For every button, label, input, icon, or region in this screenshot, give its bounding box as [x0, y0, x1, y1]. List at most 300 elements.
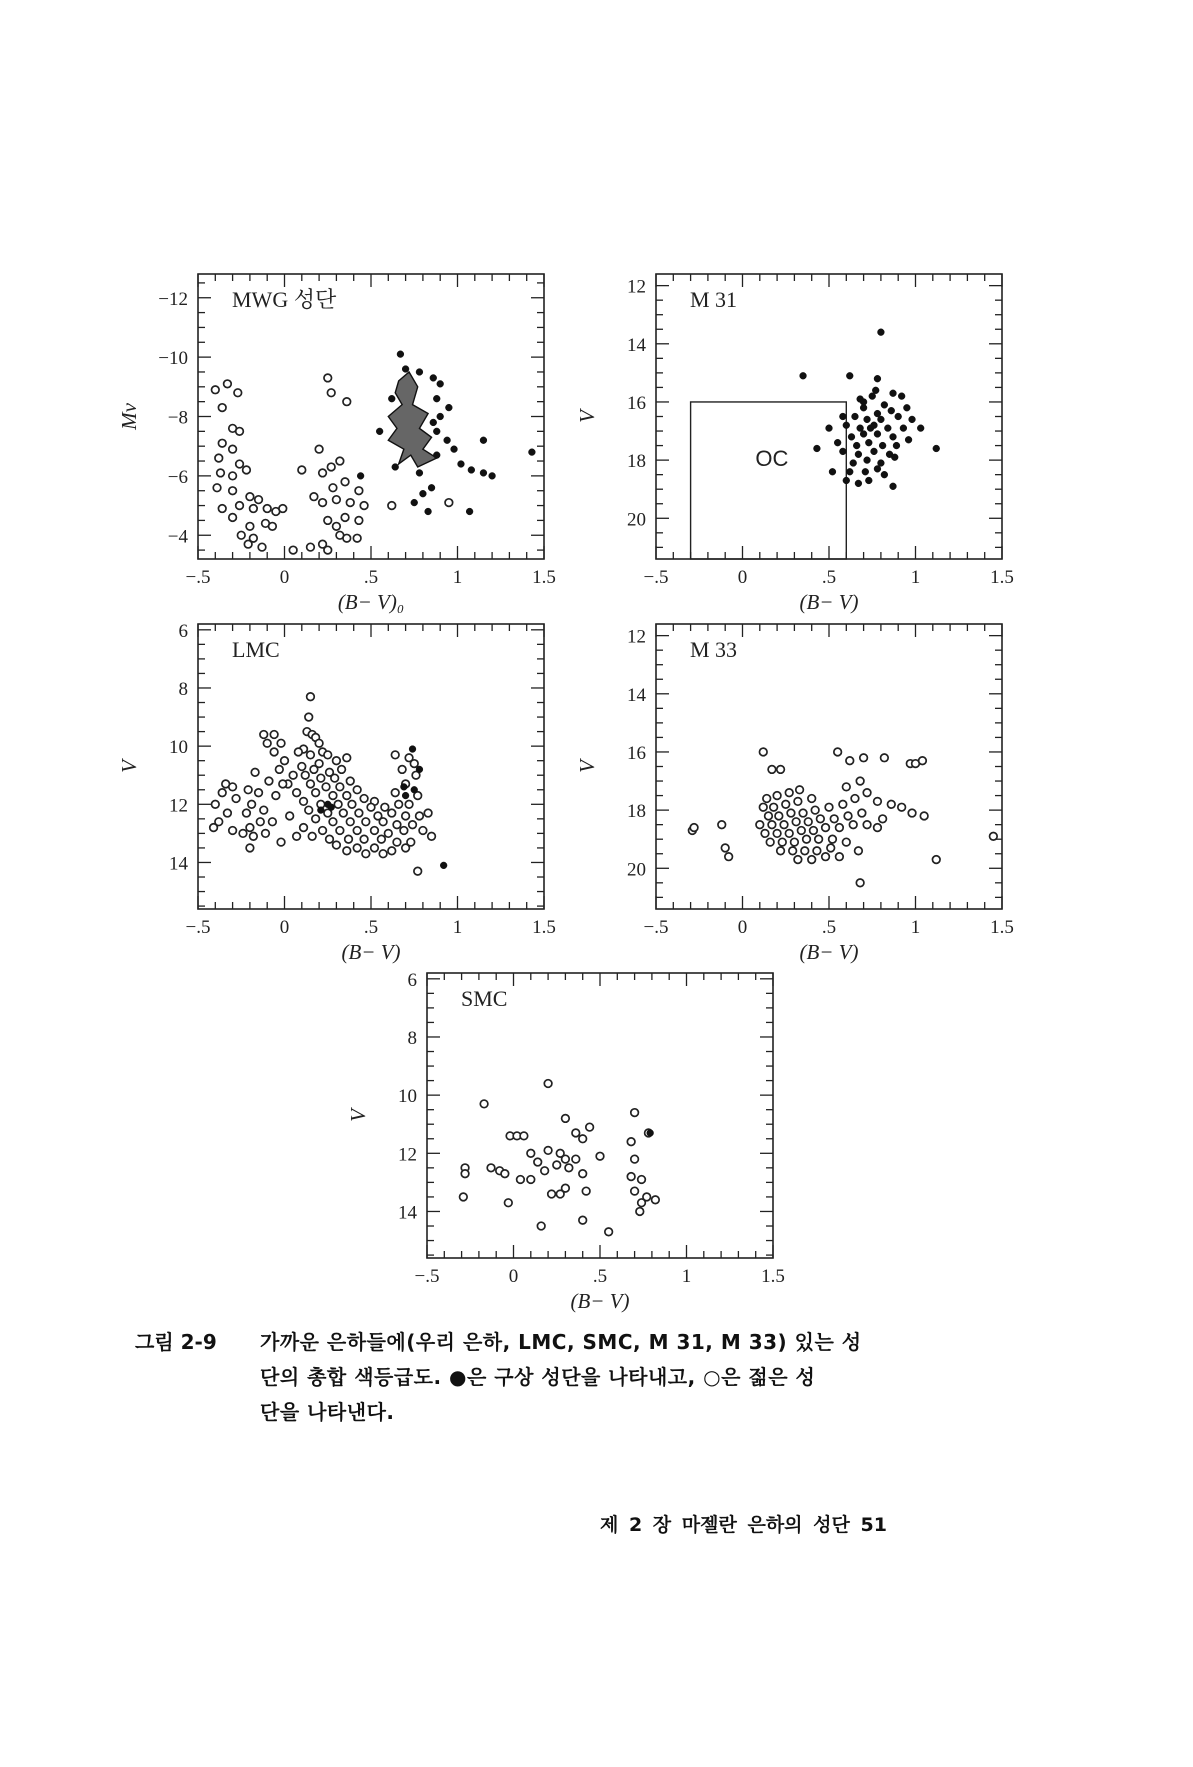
open-cluster-point — [759, 803, 767, 811]
open-cluster-point — [879, 815, 887, 823]
open-cluster-point — [544, 1080, 552, 1088]
open-cluster-point — [218, 404, 226, 412]
open-cluster-point — [843, 783, 851, 791]
open-cluster-point — [329, 792, 337, 800]
dense-cluster-region — [388, 372, 436, 467]
globular-cluster-point — [909, 416, 916, 423]
globular-cluster-point — [813, 445, 820, 452]
globular-cluster-point — [884, 425, 891, 432]
open-cluster-point — [341, 478, 349, 486]
open-cluster-point — [355, 809, 363, 817]
footer-chapter: 제 2 장 — [600, 1514, 672, 1536]
open-cluster-point — [851, 795, 859, 803]
y-tick-label: 16 — [627, 392, 646, 414]
open-cluster-point — [544, 1147, 552, 1155]
globular-cluster-point — [839, 448, 846, 455]
open-cluster-point — [305, 806, 313, 814]
open-cluster-point — [803, 835, 811, 843]
open-cluster-point — [393, 838, 401, 846]
globular-cluster-point — [400, 783, 407, 790]
y-tick-label: 12 — [169, 795, 188, 817]
open-cluster-point — [243, 466, 251, 474]
y-tick-label: 20 — [627, 859, 646, 881]
globular-cluster-point — [848, 433, 855, 440]
caption-line-1: 가까운 은하들에(우리 은하, LMC, SMC, M 31, M 33) 있는 성 — [260, 1330, 862, 1354]
open-cluster-point — [333, 496, 341, 504]
x-tick-label: 1.5 — [532, 567, 556, 588]
x-axis-label: (B− V) — [799, 590, 859, 614]
open-cluster-point — [326, 835, 334, 843]
globular-cluster-point — [888, 407, 895, 414]
globular-cluster-point — [430, 419, 437, 426]
x-axis-label: (B− V) — [570, 1289, 630, 1313]
y-tick-label: 18 — [627, 801, 646, 823]
open-cluster-point — [305, 713, 313, 721]
open-cluster-point — [460, 1193, 468, 1201]
open-cluster-point — [269, 818, 277, 826]
open-cluster-point — [324, 751, 332, 759]
globular-cluster-point — [411, 786, 418, 793]
globular-cluster-point — [865, 439, 872, 446]
panel-m31 — [575, 274, 1014, 614]
y-tick-label: 20 — [627, 509, 646, 531]
y-tick-label: 16 — [627, 742, 646, 764]
x-tick-label: 1.5 — [990, 567, 1014, 588]
panel-m33 — [575, 624, 1014, 964]
open-cluster-point — [237, 531, 245, 539]
globular-cluster-point — [864, 416, 871, 423]
open-cluster-point — [371, 844, 379, 852]
open-cluster-point — [863, 821, 871, 829]
open-cluster-point — [520, 1132, 528, 1140]
y-tick-label: 12 — [627, 626, 646, 648]
open-cluster-point — [229, 827, 237, 835]
open-cluster-point — [388, 809, 396, 817]
open-cluster-point — [346, 777, 354, 785]
open-cluster-point — [307, 693, 315, 701]
globular-cluster-point — [846, 468, 853, 475]
x-tick-label: 1 — [452, 567, 463, 588]
open-cluster-point — [338, 766, 346, 774]
open-cluster-point — [353, 534, 361, 542]
open-cluster-point — [817, 815, 825, 823]
open-cluster-point — [367, 803, 375, 811]
x-tick-label: .5 — [363, 567, 379, 588]
globular-cluster-point — [440, 862, 447, 869]
open-cluster-point — [229, 514, 237, 522]
open-cluster-point — [295, 748, 303, 756]
open-cluster-point — [846, 757, 854, 765]
open-cluster-point — [527, 1176, 535, 1184]
open-cluster-point — [341, 514, 349, 522]
x-tick-label: 1 — [910, 567, 921, 588]
open-cluster-point — [333, 841, 341, 849]
open-cluster-point — [255, 496, 263, 504]
open-cluster-point — [636, 1208, 644, 1216]
open-cluster-point — [834, 748, 842, 756]
open-cluster-point — [312, 815, 320, 823]
globular-cluster-point — [850, 460, 857, 467]
open-cluster-point — [371, 827, 379, 835]
open-cluster-point — [218, 505, 226, 513]
open-cluster-point — [258, 543, 266, 551]
open-cluster-point — [362, 818, 370, 826]
open-cluster-point — [229, 445, 237, 453]
open-cluster-point — [773, 830, 781, 838]
x-tick-label: 0 — [737, 567, 748, 588]
globular-cluster-point — [917, 425, 924, 432]
open-cluster-point — [218, 439, 226, 447]
open-cluster-point — [410, 760, 418, 768]
open-cluster-point — [860, 754, 868, 762]
open-cluster-point — [327, 389, 335, 397]
open-cluster-point — [782, 801, 790, 809]
open-cluster-point — [627, 1173, 635, 1181]
globular-cluster-point — [843, 422, 850, 429]
open-cluster-point — [780, 821, 788, 829]
open-cluster-point — [360, 502, 368, 510]
open-cluster-point — [250, 505, 258, 513]
globular-cluster-point — [905, 436, 912, 443]
open-cluster-point — [265, 777, 273, 785]
open-cluster-point — [825, 803, 833, 811]
open-cluster-point — [360, 835, 368, 843]
open-cluster-point — [270, 731, 278, 739]
globular-cluster-point — [855, 480, 862, 487]
x-tick-label: 1 — [910, 917, 921, 938]
open-cluster-point — [324, 546, 332, 554]
y-tick-label: 6 — [407, 969, 417, 991]
globular-cluster-point — [890, 390, 897, 397]
y-tick-label: 14 — [627, 684, 646, 706]
globular-cluster-point — [890, 433, 897, 440]
open-cluster-point — [541, 1167, 549, 1175]
open-cluster-point — [787, 809, 795, 817]
y-tick-label: 14 — [398, 1202, 417, 1224]
open-cluster-point — [246, 844, 254, 852]
y-tick-label: 14 — [627, 334, 646, 356]
globular-cluster-point — [416, 369, 423, 376]
open-cluster-point — [229, 472, 237, 480]
globular-cluster-point — [397, 351, 404, 358]
x-tick-label: 0 — [279, 567, 290, 588]
panel-title: M 31 — [690, 287, 738, 312]
open-cluster-point — [801, 847, 809, 855]
open-cluster-point — [856, 879, 864, 887]
panel-lmc — [117, 621, 556, 964]
open-cluster-point — [777, 847, 785, 855]
globular-cluster-point — [862, 468, 869, 475]
globular-cluster-point — [428, 484, 435, 491]
globular-cluster-point — [860, 399, 867, 406]
open-cluster-point — [270, 748, 278, 756]
open-cluster-point — [919, 757, 927, 765]
open-cluster-point — [388, 847, 396, 855]
open-cluster-point — [652, 1196, 660, 1204]
open-cluster-point — [815, 835, 823, 843]
open-cluster-point — [293, 832, 301, 840]
plot-frame — [198, 274, 544, 559]
page-number: 51 — [860, 1514, 887, 1536]
globular-cluster-point — [402, 792, 409, 799]
open-cluster-point — [830, 815, 838, 823]
open-cluster-point — [562, 1155, 570, 1163]
globular-cluster-point — [357, 472, 364, 479]
open-cluster-point — [428, 832, 436, 840]
globular-cluster-point — [480, 470, 487, 477]
x-tick-label: −.5 — [185, 917, 211, 938]
open-cluster-point — [627, 1138, 635, 1146]
open-cluster-point — [307, 751, 315, 759]
x-tick-label: −.5 — [185, 567, 211, 588]
open-cluster-point — [215, 454, 223, 462]
open-cluster-point — [785, 789, 793, 797]
globular-cluster-point — [433, 452, 440, 459]
open-cluster-point — [262, 830, 270, 838]
globular-cluster-point — [317, 807, 324, 814]
open-cluster-point — [827, 844, 835, 852]
panel-title: SMC — [461, 986, 508, 1011]
open-cluster-point — [553, 1161, 561, 1169]
y-tick-label: −4 — [167, 526, 188, 548]
plot-frame — [656, 624, 1002, 909]
y-tick-label: 10 — [169, 737, 188, 759]
y-tick-label: −12 — [158, 288, 188, 310]
open-cluster-point — [556, 1190, 564, 1198]
caption-number: 그림 2-9 — [135, 1330, 217, 1354]
open-cluster-point — [813, 847, 821, 855]
open-cluster-point — [260, 731, 268, 739]
open-cluster-point — [586, 1123, 594, 1131]
open-cluster-point — [300, 824, 308, 832]
open-cluster-point — [360, 795, 368, 803]
open-cluster-point — [251, 769, 259, 777]
x-tick-label: 0 — [737, 917, 748, 938]
globular-cluster-point — [444, 437, 451, 444]
open-cluster-point — [276, 766, 284, 774]
open-cluster-point — [388, 502, 396, 510]
open-cluster-point — [343, 754, 351, 762]
open-cluster-point — [808, 856, 816, 864]
open-cluster-point — [281, 757, 289, 765]
open-cluster-point — [398, 766, 406, 774]
open-cluster-point — [391, 751, 399, 759]
open-cluster-point — [213, 484, 221, 492]
globular-cluster-point — [874, 465, 881, 472]
globular-cluster-point — [878, 329, 885, 336]
y-axis-label: V — [575, 760, 599, 773]
open-cluster-point — [298, 466, 306, 474]
globular-cluster-point — [416, 766, 423, 773]
open-cluster-point — [631, 1155, 639, 1163]
open-cluster-point — [244, 540, 252, 548]
oc-label: OC — [755, 445, 789, 471]
open-cluster-point — [920, 812, 928, 820]
x-tick-label: .5 — [592, 1266, 608, 1287]
y-tick-label: 10 — [398, 1086, 417, 1108]
open-cluster-point — [537, 1222, 545, 1230]
open-cluster-point — [236, 502, 244, 510]
open-cluster-point — [898, 803, 906, 811]
globular-cluster-point — [409, 746, 416, 753]
globular-cluster-point — [402, 366, 409, 373]
caption-body — [260, 1325, 995, 1430]
open-cluster-point — [839, 801, 847, 809]
open-cluster-point — [319, 827, 327, 835]
open-cluster-point — [759, 748, 767, 756]
open-cluster-point — [811, 806, 819, 814]
globular-cluster-point — [855, 451, 862, 458]
open-cluster-point — [246, 523, 254, 531]
open-cluster-point — [810, 827, 818, 835]
globular-cluster-point — [874, 431, 881, 438]
open-cluster-point — [353, 827, 361, 835]
open-cluster-point — [277, 838, 285, 846]
open-cluster-point — [333, 523, 341, 531]
y-tick-label: −10 — [158, 348, 188, 370]
panel-title: LMC — [232, 637, 280, 662]
open-cluster-point — [355, 517, 363, 525]
globular-cluster-point — [893, 442, 900, 449]
open-cluster-point — [874, 798, 882, 806]
open-cluster-point — [505, 1199, 513, 1207]
open-cluster-point — [317, 774, 325, 782]
open-cluster-point — [298, 763, 306, 771]
open-cluster-point — [355, 487, 363, 495]
open-cluster-point — [843, 838, 851, 846]
open-cluster-point — [798, 827, 806, 835]
open-cluster-point — [340, 809, 348, 817]
globular-cluster-point — [878, 416, 885, 423]
open-cluster-point — [379, 850, 387, 858]
open-cluster-point — [562, 1115, 570, 1123]
open-cluster-point — [218, 789, 226, 797]
open-cluster-point — [345, 835, 353, 843]
y-tick-label: −8 — [167, 407, 188, 429]
x-tick-label: .5 — [821, 567, 837, 588]
caption-line-2: 단의 총합 색등급도. ●은 구상 성단을 나타내고, ○은 젊은 성 — [260, 1365, 816, 1389]
open-cluster-point — [796, 786, 804, 794]
open-cluster-point — [874, 824, 882, 832]
open-cluster-point — [756, 821, 764, 829]
open-cluster-point — [419, 827, 427, 835]
open-cluster-point — [246, 493, 254, 501]
globular-cluster-point — [871, 422, 878, 429]
open-cluster-point — [336, 783, 344, 791]
open-cluster-point — [229, 487, 237, 495]
open-cluster-point — [572, 1155, 580, 1163]
open-cluster-point — [402, 844, 410, 852]
open-cluster-point — [908, 809, 916, 817]
globular-cluster-point — [430, 375, 437, 382]
open-cluster-point — [348, 801, 356, 809]
open-cluster-point — [272, 792, 280, 800]
panel-title: MWG 성단 — [232, 287, 337, 312]
y-tick-label: 12 — [627, 276, 646, 298]
globular-cluster-point — [328, 804, 335, 811]
globular-cluster-point — [864, 457, 871, 464]
open-cluster-point — [246, 824, 254, 832]
open-cluster-point — [766, 838, 774, 846]
open-cluster-point — [234, 389, 242, 397]
open-cluster-point — [785, 830, 793, 838]
open-cluster-point — [881, 754, 889, 762]
open-cluster-point — [391, 789, 399, 797]
open-cluster-point — [721, 844, 729, 852]
open-cluster-point — [855, 847, 863, 855]
open-cluster-point — [333, 757, 341, 765]
open-cluster-point — [990, 832, 998, 840]
open-cluster-point — [858, 809, 866, 817]
open-cluster-point — [279, 505, 287, 513]
open-cluster-point — [572, 1129, 580, 1137]
open-cluster-point — [487, 1164, 495, 1172]
open-cluster-point — [763, 795, 771, 803]
open-cluster-point — [768, 821, 776, 829]
x-tick-label: 1.5 — [761, 1266, 785, 1287]
open-cluster-point — [289, 546, 297, 554]
open-cluster-point — [416, 812, 424, 820]
open-cluster-point — [718, 821, 726, 829]
globular-cluster-point — [800, 372, 807, 379]
open-cluster-point — [319, 499, 327, 507]
globular-cluster-point — [451, 446, 458, 453]
open-cluster-point — [343, 398, 351, 406]
open-cluster-point — [255, 789, 263, 797]
globular-cluster-point — [853, 442, 860, 449]
page-footer — [600, 1510, 1000, 1537]
globular-cluster-point — [846, 372, 853, 379]
open-cluster-point — [300, 798, 308, 806]
open-cluster-point — [343, 534, 351, 542]
open-cluster-point — [301, 771, 309, 779]
x-tick-label: .5 — [821, 917, 837, 938]
globular-cluster-point — [458, 461, 465, 468]
open-cluster-point — [263, 739, 271, 747]
open-cluster-point — [319, 469, 327, 477]
globular-cluster-point — [647, 1130, 654, 1137]
open-cluster-point — [308, 832, 316, 840]
globular-cluster-point — [480, 437, 487, 444]
open-cluster-point — [307, 543, 315, 551]
globular-cluster-point — [900, 425, 907, 432]
open-cluster-point — [836, 824, 844, 832]
x-tick-label: −.5 — [643, 567, 669, 588]
globular-cluster-point — [433, 428, 440, 435]
open-cluster-point — [461, 1170, 469, 1178]
open-cluster-point — [638, 1199, 646, 1207]
open-cluster-point — [393, 821, 401, 829]
open-cluster-point — [794, 798, 802, 806]
globular-cluster-point — [489, 472, 496, 479]
open-cluster-point — [887, 801, 895, 809]
globular-cluster-point — [843, 477, 850, 484]
x-axis-label: (B− V)₀ — [337, 590, 405, 614]
y-tick-label: 18 — [627, 451, 646, 473]
open-cluster-point — [329, 818, 337, 826]
open-cluster-point — [517, 1176, 525, 1184]
open-cluster-point — [217, 469, 225, 477]
open-cluster-point — [229, 783, 237, 791]
globular-cluster-point — [528, 449, 535, 456]
globular-cluster-point — [416, 470, 423, 477]
globular-cluster-point — [411, 499, 418, 506]
x-tick-label: −.5 — [643, 917, 669, 938]
globular-cluster-point — [437, 413, 444, 420]
open-cluster-point — [579, 1170, 587, 1178]
x-tick-label: 0 — [508, 1266, 519, 1287]
x-tick-label: −.5 — [414, 1266, 440, 1287]
